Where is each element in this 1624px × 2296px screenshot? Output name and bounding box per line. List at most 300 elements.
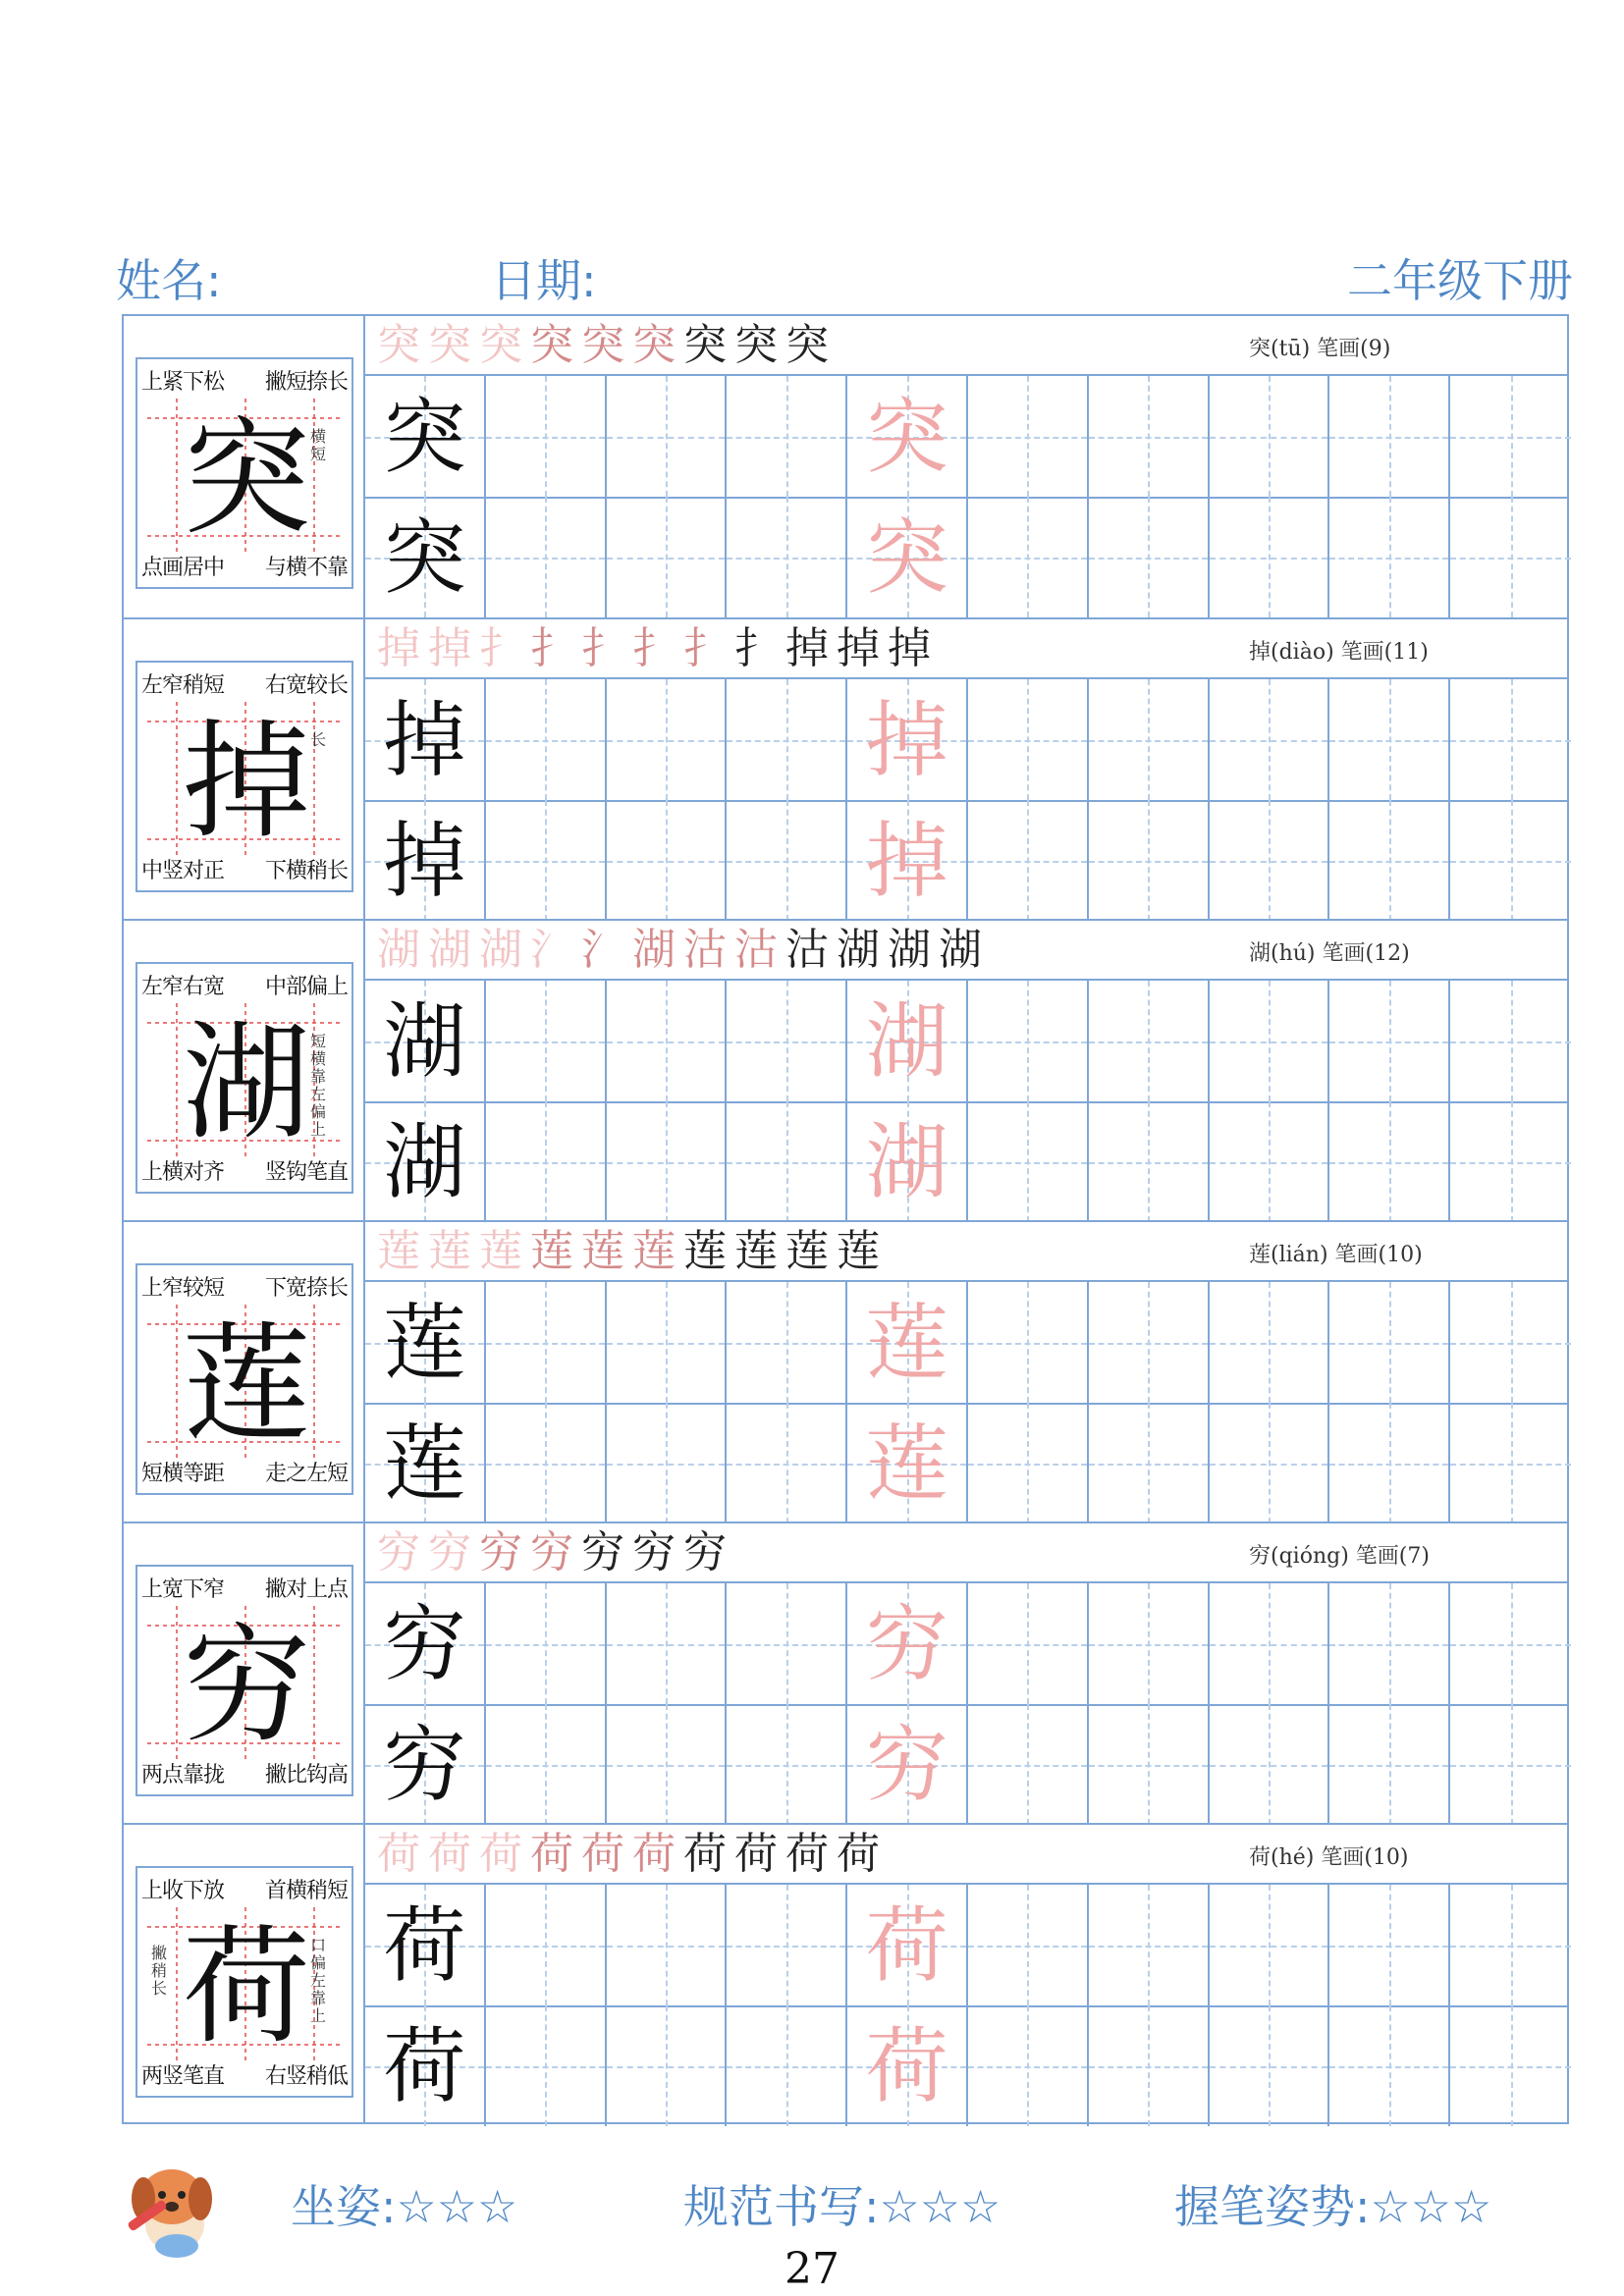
writing-cell[interactable]: [1329, 1403, 1450, 1523]
model-char: 莲: [383, 1415, 466, 1512]
writing-cell[interactable]: [727, 981, 847, 1101]
writing-tip: 中部偏上: [264, 974, 348, 999]
guide-cell: [124, 1825, 365, 2124]
stroke-sequence: [377, 322, 837, 369]
writing-cell[interactable]: [1450, 1101, 1571, 1222]
stroke-step: 湖: [888, 925, 931, 975]
stroke-step: 突: [683, 320, 727, 370]
sitting-rating: [291, 2171, 517, 2236]
stroke-step: 突: [632, 320, 676, 370]
writing-cell[interactable]: [1329, 981, 1450, 1101]
model-cell: [365, 679, 486, 800]
writing-tip: 上收下放: [141, 1878, 225, 1903]
trace-cell: [847, 376, 968, 497]
writing-cell[interactable]: [607, 1885, 728, 2005]
side-note: 横短: [310, 426, 327, 463]
character-info: 湖(hú) 笔画(12): [1249, 941, 1410, 966]
trace-char: 荷: [865, 2018, 948, 2114]
pen-grip-rating: [1174, 2171, 1491, 2236]
character-info: 突(tū) 笔画(9): [1249, 337, 1391, 361]
name-label: 姓名:: [116, 254, 222, 307]
stroke-step: 突: [530, 320, 573, 370]
writing-cell[interactable]: [968, 1885, 1089, 2005]
writing-cell[interactable]: [607, 981, 728, 1101]
writing-cell[interactable]: [968, 376, 1089, 497]
model-cell: [365, 497, 486, 617]
writing-cell[interactable]: [1089, 981, 1210, 1101]
stroke-order-strip: [365, 1825, 1567, 1885]
stroke-sequence: [377, 927, 990, 974]
writing-tip: 下横稍长: [264, 858, 348, 883]
writing-cell[interactable]: [1450, 1704, 1571, 1825]
writing-cell[interactable]: [727, 1583, 847, 1704]
writing-cell[interactable]: [607, 800, 728, 921]
stroke-step: 穷: [479, 1527, 522, 1577]
trace-cell: [847, 1282, 968, 1403]
stroke-step: 莲: [479, 1226, 522, 1276]
side-note: 短横靠左偏上: [310, 1031, 327, 1139]
writing-stars: ☆☆☆: [879, 2180, 1001, 2233]
writing-cell[interactable]: [607, 1282, 728, 1403]
stroke-step: 莲: [785, 1226, 829, 1276]
writing-tip: 短横等距: [141, 1461, 225, 1486]
character-block: [124, 1823, 1567, 2124]
self-evaluation-footer: [0, 2156, 1624, 2254]
writing-cell[interactable]: [486, 1885, 607, 2005]
writing-cell[interactable]: [968, 497, 1089, 617]
practice-row: [365, 1282, 1567, 1403]
writing-cell[interactable]: [607, 376, 728, 497]
stroke-step: 突: [377, 320, 420, 370]
trace-cell: [847, 1704, 968, 1825]
stroke-sequence: [377, 625, 939, 672]
model-char: 突: [383, 509, 466, 606]
trace-cell: [847, 1101, 968, 1222]
stroke-step: 荷: [479, 1829, 522, 1879]
writing-tip: 右宽较长: [264, 672, 348, 698]
stroke-sequence: [377, 1228, 888, 1275]
model-character: 掉: [182, 706, 310, 856]
writing-cell[interactable]: [1450, 1583, 1571, 1704]
writing-cell[interactable]: [1329, 1282, 1450, 1403]
writing-cell[interactable]: [486, 1282, 607, 1403]
writing-tip-card: [135, 661, 353, 892]
stroke-step: 氵: [581, 925, 624, 975]
trace-char: 突: [865, 389, 948, 485]
writing-cell[interactable]: [486, 1403, 607, 1523]
writing-rating: [683, 2171, 1001, 2236]
trace-cell: [847, 800, 968, 921]
guide-cell: [124, 921, 365, 1220]
writing-cell[interactable]: [486, 679, 607, 800]
model-cell: [365, 1583, 486, 1704]
character-block: [124, 316, 1567, 617]
model-char: 莲: [383, 1295, 466, 1391]
writing-tip: 左窄稍短: [141, 672, 225, 698]
trace-cell: [847, 981, 968, 1101]
character-info: 荷(hé) 笔画(10): [1249, 1845, 1409, 1870]
practice-row: [365, 497, 1567, 617]
stroke-step: 荷: [377, 1829, 420, 1879]
stroke-step: 湖: [837, 925, 880, 975]
writing-cell[interactable]: [1450, 679, 1571, 800]
writing-tip: 撇比钩高: [264, 1762, 348, 1788]
writing-cell[interactable]: [1450, 376, 1571, 497]
writing-cell[interactable]: [607, 497, 728, 617]
writing-cell[interactable]: [486, 497, 607, 617]
writing-cell[interactable]: [486, 376, 607, 497]
writing-cell[interactable]: [1210, 800, 1330, 921]
character-block: [124, 919, 1567, 1220]
writing-tip-card: [135, 962, 353, 1194]
writing-cell[interactable]: [727, 1403, 847, 1523]
trace-char: 湖: [865, 1114, 948, 1210]
writing-cell[interactable]: [727, 1101, 847, 1222]
model-cell: [365, 981, 486, 1101]
writing-tip-card: [135, 357, 353, 589]
writing-cell[interactable]: [1210, 1403, 1330, 1523]
writing-cell[interactable]: [727, 1885, 847, 2005]
writing-cell[interactable]: [1329, 376, 1450, 497]
writing-cell[interactable]: [727, 1704, 847, 1825]
practice-grid: [122, 314, 1569, 2124]
pen-grip-label: 握笔姿势:: [1174, 2180, 1371, 2233]
writing-cell[interactable]: [1329, 2005, 1450, 2126]
stroke-step: 莲: [428, 1226, 471, 1276]
writing-cell[interactable]: [727, 2005, 847, 2126]
writing-tip: 竖钩笔直: [264, 1159, 348, 1185]
pen-grip-stars: ☆☆☆: [1370, 2180, 1492, 2233]
writing-cell[interactable]: [968, 1282, 1089, 1403]
character-block: [124, 1522, 1567, 1823]
stroke-step: 扌: [683, 623, 727, 673]
writing-cell[interactable]: [1210, 1101, 1330, 1222]
stroke-order-strip: [365, 921, 1567, 981]
guide-cell: [124, 1523, 365, 1823]
practice-row: [365, 981, 1567, 1101]
writing-cell[interactable]: [1089, 2005, 1210, 2126]
trace-char: 莲: [865, 1295, 948, 1391]
stroke-sequence: [377, 1529, 734, 1576]
practice-rows: [365, 1583, 1567, 1823]
practice-rows: [365, 1885, 1567, 2124]
writing-cell[interactable]: [486, 1583, 607, 1704]
writing-cell[interactable]: [607, 2005, 728, 2126]
writing-cell[interactable]: [1089, 800, 1210, 921]
character-block: [124, 617, 1567, 919]
character-block: [124, 1220, 1567, 1522]
practice-row: [365, 1885, 1567, 2005]
writing-cell[interactable]: [1210, 1704, 1330, 1825]
trace-cell: [847, 1583, 968, 1704]
practice-rows: [365, 679, 1567, 919]
writing-cell[interactable]: [727, 1282, 847, 1403]
writing-cell[interactable]: [968, 2005, 1089, 2126]
practice-rows: [365, 1282, 1567, 1522]
stroke-step: 荷: [683, 1829, 727, 1879]
stroke-step: 荷: [837, 1829, 880, 1879]
writing-cell[interactable]: [1089, 1101, 1210, 1222]
model-char: 掉: [383, 813, 466, 909]
writing-cell[interactable]: [607, 1704, 728, 1825]
writing-cell[interactable]: [968, 1403, 1089, 1523]
writing-cell[interactable]: [1089, 497, 1210, 617]
practice-rows: [365, 981, 1567, 1220]
model-cell: [365, 1282, 486, 1403]
stroke-step: 扌: [734, 623, 778, 673]
writing-cell[interactable]: [968, 981, 1089, 1101]
practice-row: [365, 679, 1567, 800]
writing-cell[interactable]: [1450, 1282, 1571, 1403]
writing-cell[interactable]: [1210, 2005, 1330, 2126]
model-character: 穷: [182, 1610, 310, 1760]
writing-cell[interactable]: [1450, 497, 1571, 617]
writing-cell[interactable]: [1450, 800, 1571, 921]
writing-tip: 与横不靠: [264, 555, 348, 580]
writing-cell[interactable]: [1210, 497, 1330, 617]
writing-tip: 中竖对正: [141, 858, 225, 883]
model-char: 湖: [383, 1114, 466, 1210]
stroke-step: 扌: [530, 623, 573, 673]
writing-tip: 左窄右宽: [141, 974, 225, 999]
stroke-step: 掉: [428, 623, 471, 673]
trace-cell: [847, 497, 968, 617]
model-char: 穷: [383, 1717, 466, 1813]
writing-tip: 撇短捺长: [264, 369, 348, 395]
character-info: 穷(qióng) 笔画(7): [1249, 1544, 1430, 1569]
practice-row: [365, 1583, 1567, 1704]
writing-cell[interactable]: [1210, 1885, 1330, 2005]
stroke-step: 荷: [428, 1829, 471, 1879]
stroke-step: 突: [479, 320, 522, 370]
writing-cell[interactable]: [1329, 1885, 1450, 2005]
practice-rows: [365, 376, 1567, 617]
stroke-step: 穷: [683, 1527, 727, 1577]
sitting-stars: ☆☆☆: [396, 2180, 518, 2233]
writing-cell[interactable]: [968, 1583, 1089, 1704]
stroke-step: 荷: [632, 1829, 676, 1879]
writing-cell[interactable]: [727, 800, 847, 921]
stroke-order-strip: [365, 1523, 1567, 1583]
stroke-step: 莲: [683, 1226, 727, 1276]
trace-char: 湖: [865, 993, 948, 1090]
page-number: 27: [785, 2244, 839, 2294]
writing-cell[interactable]: [1329, 800, 1450, 921]
trace-char: 突: [865, 509, 948, 606]
stroke-step: 突: [785, 320, 829, 370]
trace-char: 荷: [865, 1897, 948, 1994]
writing-cell[interactable]: [1329, 497, 1450, 617]
writing-tip: 两点靠拢: [141, 1762, 225, 1788]
model-char: 荷: [383, 2018, 466, 2114]
character-info: 莲(lián) 笔画(10): [1249, 1243, 1423, 1267]
stroke-step: 突: [734, 320, 778, 370]
stroke-step: 掉: [837, 623, 880, 673]
stroke-step: 荷: [785, 1829, 829, 1879]
guide-cell: [124, 619, 365, 919]
stroke-step: 穷: [530, 1527, 573, 1577]
stroke-step: 穷: [632, 1527, 676, 1577]
model-cell: [365, 376, 486, 497]
worksheet-header: [0, 245, 1624, 307]
writing-cell[interactable]: [1329, 679, 1450, 800]
writing-cell[interactable]: [1210, 1583, 1330, 1704]
stroke-step: 湖: [479, 925, 522, 975]
model-char: 突: [383, 389, 466, 485]
practice-row: [365, 1403, 1567, 1523]
stroke-step: 湖: [428, 925, 471, 975]
guide-cell: [124, 316, 365, 617]
model-cell: [365, 800, 486, 921]
writing-tip: 撇对上点: [264, 1576, 348, 1602]
trace-char: 穷: [865, 1596, 948, 1692]
stroke-step: 掉: [888, 623, 931, 673]
stroke-step: 扌: [581, 623, 624, 673]
model-cell: [365, 1101, 486, 1222]
stroke-step: 扌: [479, 623, 522, 673]
writing-cell[interactable]: [1450, 981, 1571, 1101]
stroke-step: 莲: [581, 1226, 624, 1276]
model-char: 湖: [383, 993, 466, 1090]
model-cell: [365, 1885, 486, 2005]
writing-tip: 上横对齐: [141, 1159, 225, 1185]
practice-row: [365, 800, 1567, 921]
writing-cell[interactable]: [1089, 1282, 1210, 1403]
practice-row: [365, 1101, 1567, 1222]
writing-cell[interactable]: [727, 679, 847, 800]
writing-tip-card: [135, 1866, 353, 2098]
stroke-step: 莲: [530, 1226, 573, 1276]
writing-cell[interactable]: [1089, 376, 1210, 497]
side-note-left: 撇稍长: [151, 1943, 168, 1998]
stroke-step: 湖: [377, 925, 420, 975]
stroke-order-strip: [365, 1222, 1567, 1282]
trace-cell: [847, 1885, 968, 2005]
stroke-step: 突: [581, 320, 624, 370]
writing-cell[interactable]: [1089, 1704, 1210, 1825]
writing-cell[interactable]: [607, 679, 728, 800]
model-char: 荷: [383, 1897, 466, 1994]
writing-cell[interactable]: [1089, 1403, 1210, 1523]
writing-cell[interactable]: [968, 1101, 1089, 1222]
side-note: 口偏左靠上: [310, 1935, 327, 2025]
trace-char: 掉: [865, 692, 948, 788]
writing-cell[interactable]: [1210, 376, 1330, 497]
stroke-step: 湖: [939, 925, 982, 975]
trace-cell: [847, 679, 968, 800]
writing-tip: 上窄较短: [141, 1275, 225, 1301]
stroke-step: 荷: [734, 1829, 778, 1879]
writing-cell[interactable]: [1450, 1885, 1571, 2005]
stroke-step: 突: [428, 320, 471, 370]
writing-cell[interactable]: [1089, 1583, 1210, 1704]
practice-row: [365, 1704, 1567, 1825]
stroke-step: 掉: [785, 623, 829, 673]
writing-cell[interactable]: [486, 800, 607, 921]
side-note: 长: [310, 729, 327, 749]
date-label: 日期:: [491, 254, 597, 307]
writing-cell[interactable]: [1329, 1583, 1450, 1704]
writing-cell[interactable]: [1450, 2005, 1571, 2126]
writing-tip-card: [135, 1565, 353, 1796]
writing-cell[interactable]: [968, 1704, 1089, 1825]
stroke-order-strip: [365, 316, 1567, 376]
writing-tip: 走之左短: [264, 1461, 348, 1486]
writing-cell[interactable]: [486, 1101, 607, 1222]
writing-cell[interactable]: [1089, 679, 1210, 800]
stroke-step: 莲: [632, 1226, 676, 1276]
writing-cell[interactable]: [1329, 1704, 1450, 1825]
model-character: 荷: [182, 1911, 310, 2061]
model-cell: [365, 2005, 486, 2126]
practice-row: [365, 2005, 1567, 2126]
stroke-step: 沽: [785, 925, 829, 975]
stroke-step: 沽: [683, 925, 727, 975]
writing-cell[interactable]: [486, 981, 607, 1101]
stroke-step: 荷: [530, 1829, 573, 1879]
stroke-sequence: [377, 1831, 888, 1878]
writing-tip: 右竖稍低: [264, 2063, 348, 2089]
model-character: 突: [182, 402, 310, 553]
writing-cell[interactable]: [607, 1403, 728, 1523]
writing-cell[interactable]: [1450, 1403, 1571, 1523]
writing-cell[interactable]: [968, 800, 1089, 921]
writing-cell[interactable]: [1210, 1282, 1330, 1403]
writing-cell[interactable]: [1210, 981, 1330, 1101]
sitting-label: 坐姿:: [291, 2180, 397, 2233]
writing-cell[interactable]: [486, 1704, 607, 1825]
guide-cell: [124, 1222, 365, 1522]
character-info: 掉(diào) 笔画(11): [1249, 640, 1429, 665]
writing-cell[interactable]: [1329, 1101, 1450, 1222]
trace-char: 掉: [865, 813, 948, 909]
stroke-step: 莲: [837, 1226, 880, 1276]
grade-label: 二年级下册: [1347, 254, 1573, 307]
model-cell: [365, 1704, 486, 1825]
writing-tip-card: [135, 1263, 353, 1495]
writing-label: 规范书写:: [683, 2180, 880, 2233]
trace-cell: [847, 2005, 968, 2126]
writing-cell[interactable]: [486, 2005, 607, 2126]
stroke-step: 莲: [377, 1226, 420, 1276]
model-char: 掉: [383, 692, 466, 788]
writing-cell[interactable]: [727, 497, 847, 617]
stroke-step: 掉: [377, 623, 420, 673]
model-character: 湖: [182, 1007, 310, 1157]
stroke-step: 穷: [377, 1527, 420, 1577]
trace-cell: [847, 1403, 968, 1523]
writing-cell[interactable]: [727, 376, 847, 497]
writing-cell[interactable]: [607, 1101, 728, 1222]
stroke-step: 莲: [734, 1226, 778, 1276]
model-character: 莲: [182, 1308, 310, 1459]
stroke-order-strip: [365, 619, 1567, 679]
stroke-step: 穷: [581, 1527, 624, 1577]
trace-char: 莲: [865, 1415, 948, 1512]
stroke-step: 湖: [632, 925, 676, 975]
writing-tip: 两竖笔直: [141, 2063, 225, 2089]
writing-cell[interactable]: [1089, 1885, 1210, 2005]
stroke-step: 扌: [632, 623, 676, 673]
stroke-step: 荷: [581, 1829, 624, 1879]
writing-cell[interactable]: [607, 1583, 728, 1704]
writing-cell[interactable]: [968, 679, 1089, 800]
stroke-step: 沽: [734, 925, 778, 975]
model-char: 穷: [383, 1596, 466, 1692]
writing-tip: 上宽下窄: [141, 1576, 225, 1602]
writing-cell[interactable]: [1210, 679, 1330, 800]
writing-tip: 首横稍短: [264, 1878, 348, 1903]
